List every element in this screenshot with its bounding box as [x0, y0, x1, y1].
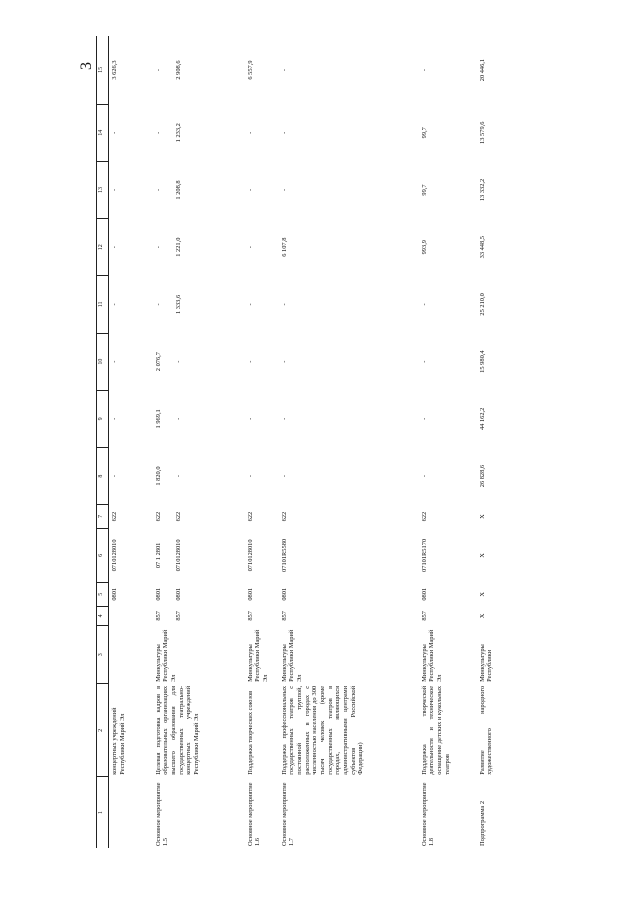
- cell-amount: 44 162,2: [478, 407, 486, 431]
- budget-table: [96, 36, 507, 848]
- cell-executor: Минкультуры Республики Марий Эл: [154, 629, 177, 682]
- budget-table-sheet: [96, 36, 542, 848]
- column-number-row: [97, 36, 109, 848]
- cell-amount: -: [174, 475, 182, 478]
- cell-amount: -: [280, 131, 288, 134]
- cell-amount: -: [280, 303, 288, 306]
- cell-expense-type: 622: [280, 511, 288, 522]
- cell-amount: 6 557,9: [246, 60, 254, 80]
- column-number: 2: [97, 684, 109, 777]
- table-row: [419, 36, 477, 848]
- table-row: [245, 36, 279, 848]
- cell-amount: 6 107,8: [280, 237, 288, 257]
- cell-amount: -: [246, 360, 254, 363]
- cell-amount: -: [280, 69, 288, 72]
- cell-amount: 20 446,1: [478, 58, 486, 82]
- cell-amount: -: [420, 360, 428, 363]
- cell-amount: 2 076,7: [154, 352, 162, 372]
- cell-amount: -: [280, 360, 288, 363]
- cell-amount: -: [111, 475, 118, 478]
- cell-executor: [109, 626, 153, 684]
- cell-title: Целевая подготовка кадров в образовательных организациях высшего образования для государственных театрально-концертных учреждений Республики Марий Эл: [154, 685, 200, 775]
- cell-amount: -: [111, 417, 118, 420]
- cell-amount: 1 221,0: [174, 237, 182, 257]
- cell-amount: -: [280, 417, 288, 420]
- cell-amount: 26 828,6: [478, 464, 486, 488]
- table-row: [279, 36, 419, 848]
- cell-executor: Минкультуры Республики Марий Эл: [420, 629, 443, 682]
- cell-expense-type: 622: [420, 511, 428, 522]
- column-number: 11: [97, 276, 109, 333]
- cell-executor: Минкультуры Республики Марий Эл: [246, 629, 269, 682]
- column-number: 5: [97, 582, 109, 606]
- cell-section: 0801: [154, 587, 162, 601]
- cell-amount: -: [111, 360, 118, 363]
- cell-title: Развитие народного художественного: [478, 685, 494, 775]
- cell-amount: 1 233,2: [174, 123, 182, 143]
- cell-grbs: [109, 606, 153, 625]
- cell-amount: 13 579,6: [478, 121, 486, 144]
- cell-amount: -: [111, 188, 118, 192]
- cell-grbs: 857: [154, 611, 162, 621]
- column-number: 4: [97, 606, 109, 625]
- cell-amount: -: [420, 303, 428, 306]
- cell-expense-type: 622: [174, 511, 182, 522]
- cell-amount: 2 908,6: [174, 60, 182, 80]
- cell-amount: -: [174, 360, 182, 363]
- cell-amount: -: [154, 69, 162, 72]
- cell-expense-type: 622: [154, 511, 162, 522]
- cell-title: Поддержка творческой деятельности и техническое оснащение детских и кукольных театров: [420, 685, 451, 775]
- cell-measure: Основное мероприятие 1.7: [280, 782, 296, 846]
- cell-amount: -: [280, 188, 288, 192]
- cell-section: 0801: [111, 587, 118, 601]
- cell-amount: 15 980,4: [478, 350, 486, 373]
- cell-section: 0801: [280, 587, 288, 601]
- cell-amount: -: [246, 188, 254, 192]
- cell-target-article: 07101R5580: [280, 538, 288, 572]
- cell-amount: -: [246, 475, 254, 478]
- column-number: 10: [97, 333, 109, 390]
- cell-amount: -: [111, 246, 118, 249]
- cell-amount: -: [154, 246, 162, 249]
- cell-amount: 1 333,6: [174, 294, 182, 314]
- cell-grbs: Х: [478, 613, 486, 619]
- cell-expense-type: 622: [246, 511, 254, 522]
- table-row: [477, 36, 507, 848]
- cell-amount: -: [154, 131, 162, 134]
- cell-executor: Минкультуры Республики: [478, 644, 494, 682]
- cell-amount: 25 210,0: [478, 293, 486, 316]
- cell-grbs: 857: [174, 611, 182, 621]
- cell-target-article: 0710128010: [246, 539, 254, 572]
- cell-section: 0801: [420, 587, 428, 601]
- table-row: [109, 36, 153, 848]
- cell-amount: -: [246, 303, 254, 306]
- column-number: 8: [97, 447, 109, 504]
- cell-grbs: 857: [246, 611, 254, 621]
- cell-target-article: 0710128010: [111, 539, 118, 572]
- cell-target-article: Х: [478, 553, 486, 558]
- cell-section: 0801: [174, 587, 182, 601]
- cell-amount: 99,7: [420, 127, 428, 139]
- cell-amount: 3 626,3: [111, 60, 118, 80]
- cell-amount: 1 820,0: [154, 466, 162, 486]
- cell-amount: -: [246, 246, 254, 249]
- column-number: 1: [97, 777, 109, 848]
- cell-amount: 1 208,8: [174, 180, 182, 200]
- cell-expense-type: Х: [478, 514, 486, 519]
- cell-measure: Основное мероприятие 1.8: [420, 782, 436, 846]
- column-number: 9: [97, 390, 109, 447]
- cell-measure: Основное мероприятие 1.5: [154, 782, 170, 846]
- column-number: 12: [97, 219, 109, 276]
- cell-amount: -: [246, 417, 254, 420]
- cell-title: Поддержка профессиональных государственных театров с постоянной труппой, расположенных в городах с численностью населения до 300 тысяч человек (кроме государственных театров в городах, являющихся административными центрами субъектов Российской Федерации): [280, 685, 365, 775]
- cell-target-article: 07 1 2801: [154, 542, 162, 569]
- cell-amount: -: [246, 131, 254, 134]
- cell-amount: -: [420, 69, 428, 72]
- cell-amount: -: [154, 303, 162, 306]
- cell-amount: 13 332,2: [478, 178, 486, 202]
- column-number: 6: [97, 528, 109, 582]
- column-number: 3: [97, 626, 109, 684]
- cell-amount: -: [154, 188, 162, 192]
- cell-measure: Основное мероприятие 1.6: [246, 782, 262, 846]
- cell-target-article: 07101R5170: [420, 538, 428, 572]
- cell-expense-type: 622: [111, 511, 118, 522]
- cell-measure: Подпрограмма 2: [478, 800, 486, 846]
- cell-amount: 99,7: [420, 184, 428, 196]
- column-number: 14: [97, 104, 109, 161]
- column-number: 13: [97, 161, 109, 218]
- cell-grbs: 857: [280, 611, 288, 621]
- cell-target-article: 0710128010: [174, 539, 182, 572]
- page-number: 3: [78, 62, 95, 70]
- cell-amount: -: [420, 475, 428, 478]
- cell-executor: Минкультуры Республики Марий Эл: [280, 629, 303, 682]
- cell-amount: 1 969,1: [154, 409, 162, 429]
- column-number: 7: [97, 505, 109, 529]
- cell-section: Х: [478, 591, 486, 597]
- table-row: [153, 36, 173, 848]
- cell-amount: -: [111, 303, 118, 306]
- cell-amount: -: [174, 417, 182, 420]
- cell-section: 0801: [246, 587, 254, 601]
- cell-measure: [109, 777, 153, 848]
- cell-amount: 33 448,5: [478, 236, 486, 259]
- column-number: 15: [97, 36, 109, 104]
- cell-amount: -: [280, 475, 288, 478]
- cell-amount: -: [420, 417, 428, 420]
- cell-grbs: 857: [420, 611, 428, 621]
- cell-amount: 993,9: [420, 240, 428, 255]
- cell-title: концертных учреждений Республики Марий Эл: [111, 707, 126, 775]
- cell-amount: -: [111, 131, 118, 134]
- cell-title: Поддержка творческих союзов: [246, 690, 254, 775]
